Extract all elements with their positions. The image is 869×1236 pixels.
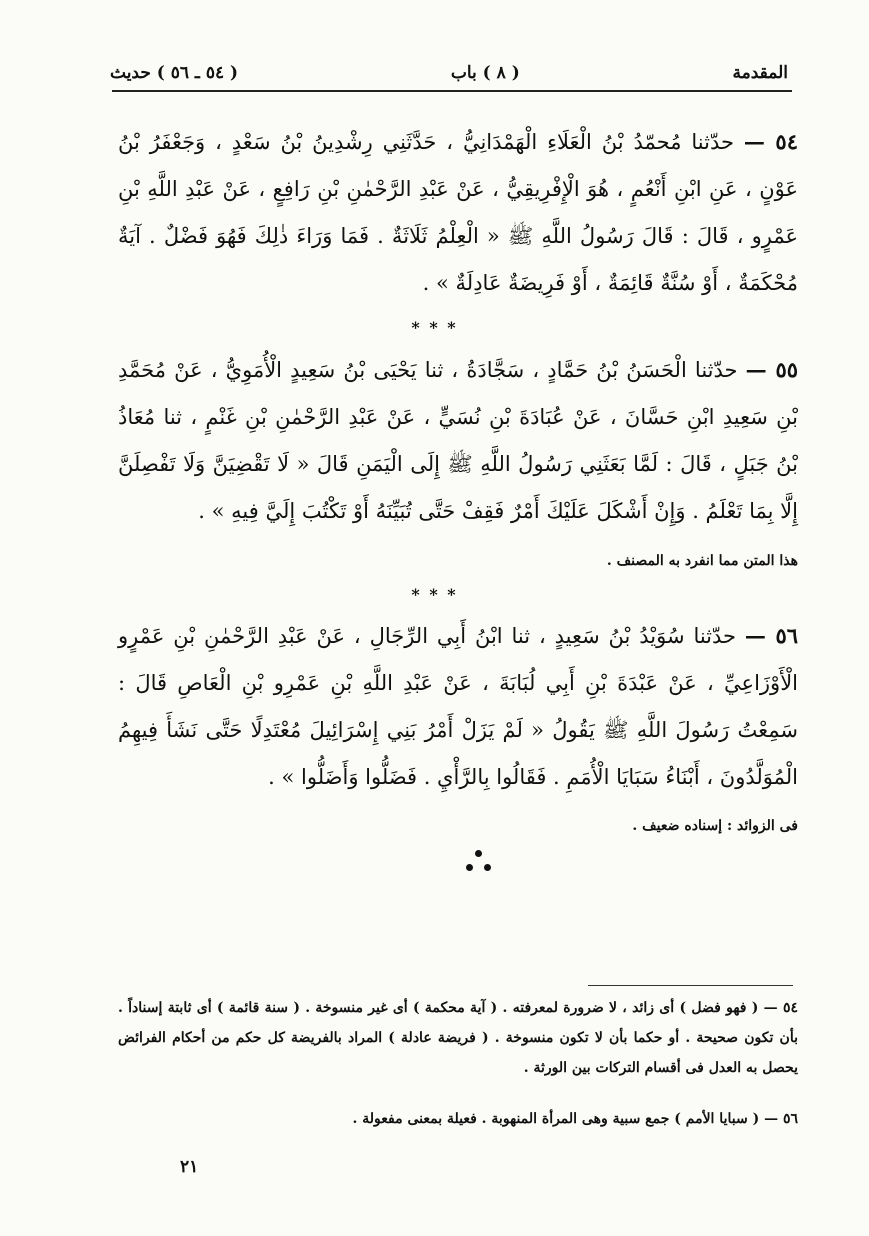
- footnote-54: ٥٤ — ( فهو فضل ) أى زائد ، لا ضرورة لمعرفته . ( آية محكمة ) أى غير منسوخة . ( سنة قائمة ) أى ثابتة إسناداً . بأن تكون صحيحة . أو حكما بأن لا تكون منسوخة . ( فريضة عادلة ) المراد بالفريضة كل حكم من أحكام الفرائض يحصل به العدل فى أقسام التركات بين الورثة .: [118, 1000, 798, 1076]
- hadith-text: حدّثنا الْحَسَنُ بْنُ حَمَّادٍ ، سَجَّادَةُ ، ثنا يَحْيَى بْنُ سَعِيدٍ الْأُمَوِيُّ ، عَنْ مُحَمَّدِ بْنِ سَعِيدِ ابْنِ حَسَّانَ ، عَنْ عُبَادَةَ بْنِ نُسَيٍّ ، عَنْ عَبْدِ الرَّحْمٰنِ بْنِ غَنْمٍ ، ثنا مُعَاذُ بْنُ جَبَلٍ ، قَالَ : لَمَّا بَعَثَنِي رَسُولُ اللَّهِ ﷺ إِلَى الْيَمَنِ قَالَ « لَا تَقْضِيَنَّ وَلَا تَفْصِلَنَّ إِلَّا بِمَا تَعْلَمُ . وَإِنْ أَشْكَلَ عَلَيْكَ أَمْرٌ فَقِفْ حَتَّى تُبَيِّنَهُ أَوْ تَكْتُبَ إِلَيَّ فِيهِ » .: [118, 358, 798, 523]
- hadith-text: حدّثنا سُوَيْدُ بْنُ سَعِيدٍ ، ثنا ابْنُ أَبِي الرِّجَالِ ، عَنْ عَبْدِ الرَّحْمٰنِ بْنِ عَمْرٍو الْأَوْزَاعِيِّ ، عَنْ عَبْدَةَ بْنِ أَبِي لُبَابَةَ ، عَنْ عَبْدِ اللَّهِ بْنِ عَمْرِو بْنِ الْعَاصِ قَالَ : سَمِعْتُ رَسُولَ اللَّهِ ﷺ يَقُولُ « لَمْ يَزَلْ أَمْرُ بَنِي إِسْرَائِيلَ مُعْتَدِلًا حَتَّى نَشَأَ فِيهِمُ الْمُوَلَّدُونَ ، أَبْنَاءُ سَبَايَا الْأُمَمِ . فَقَالُوا بِالرَّأْيِ . فَضَلُّوا وَأَضَلُّوا » .: [118, 624, 798, 789]
- page-number: ٢١: [180, 1157, 199, 1177]
- hadith-text: حدّثنا مُحمّدُ بْنُ الْعَلَاءِ الْهَمْدَانِيُّ ، حَدَّثَنِي رِشْدِينُ بْنُ سَعْدٍ ، وَجَعْفَرُ بْنُ عَوْنٍ ، عَنِ ابْنِ أَنْعُمٍ ، هُوَ الْإِفْرِيقِيُّ ، عَنْ عَبْدِ الرَّحْمٰنِ بْنِ رَافِعٍ ، عَنْ عَبْدِ اللَّهِ بْنِ عَمْرٍو ، قَالَ : قَالَ رَسُولُ اللَّهِ ﷺ « الْعِلْمُ ثَلَاثَةٌ . فَمَا وَرَاءَ ذٰلِكَ فَهُوَ فَضْلٌ . آيَةٌ مُحْكَمَةٌ ، أَوْ سُنَّةٌ قَائِمَةٌ ، أَوْ فَرِيضَةٌ عَادِلَةٌ » .: [118, 130, 798, 295]
- footnote-56: ٥٦ — ( سبايا الأمم ) جمع سبية وهى المرأة المنهوبة . فعيلة بمعنى مفعولة .: [352, 1111, 798, 1127]
- header-hadith-range: ( ٥٤ ـ ٥٦ ) حديث: [110, 63, 239, 83]
- end-ornament: [462, 850, 496, 880]
- header-chapter-label: ( ٨ ) باب: [450, 63, 520, 83]
- hadith-56-note: فى الزوائد : إسناده ضعيف .: [632, 818, 798, 834]
- hadith-number: ٥٥ —: [745, 357, 798, 382]
- hadith-55: [118, 346, 798, 535]
- section-separator: * * *: [411, 585, 458, 604]
- hadith-54: [118, 118, 798, 307]
- footnote-rule: [588, 985, 793, 986]
- running-header: [110, 58, 788, 88]
- header-rule: [112, 90, 792, 92]
- section-separator: * * *: [411, 318, 458, 337]
- hadith-55-note: هذا المتن مما انفرد به المصنف .: [606, 553, 798, 569]
- hadith-56: [118, 612, 798, 801]
- hadith-number: ٥٦ —: [744, 623, 798, 648]
- header-section-title: المقدمة: [732, 63, 788, 83]
- hadith-number: ٥٤ —: [743, 129, 798, 154]
